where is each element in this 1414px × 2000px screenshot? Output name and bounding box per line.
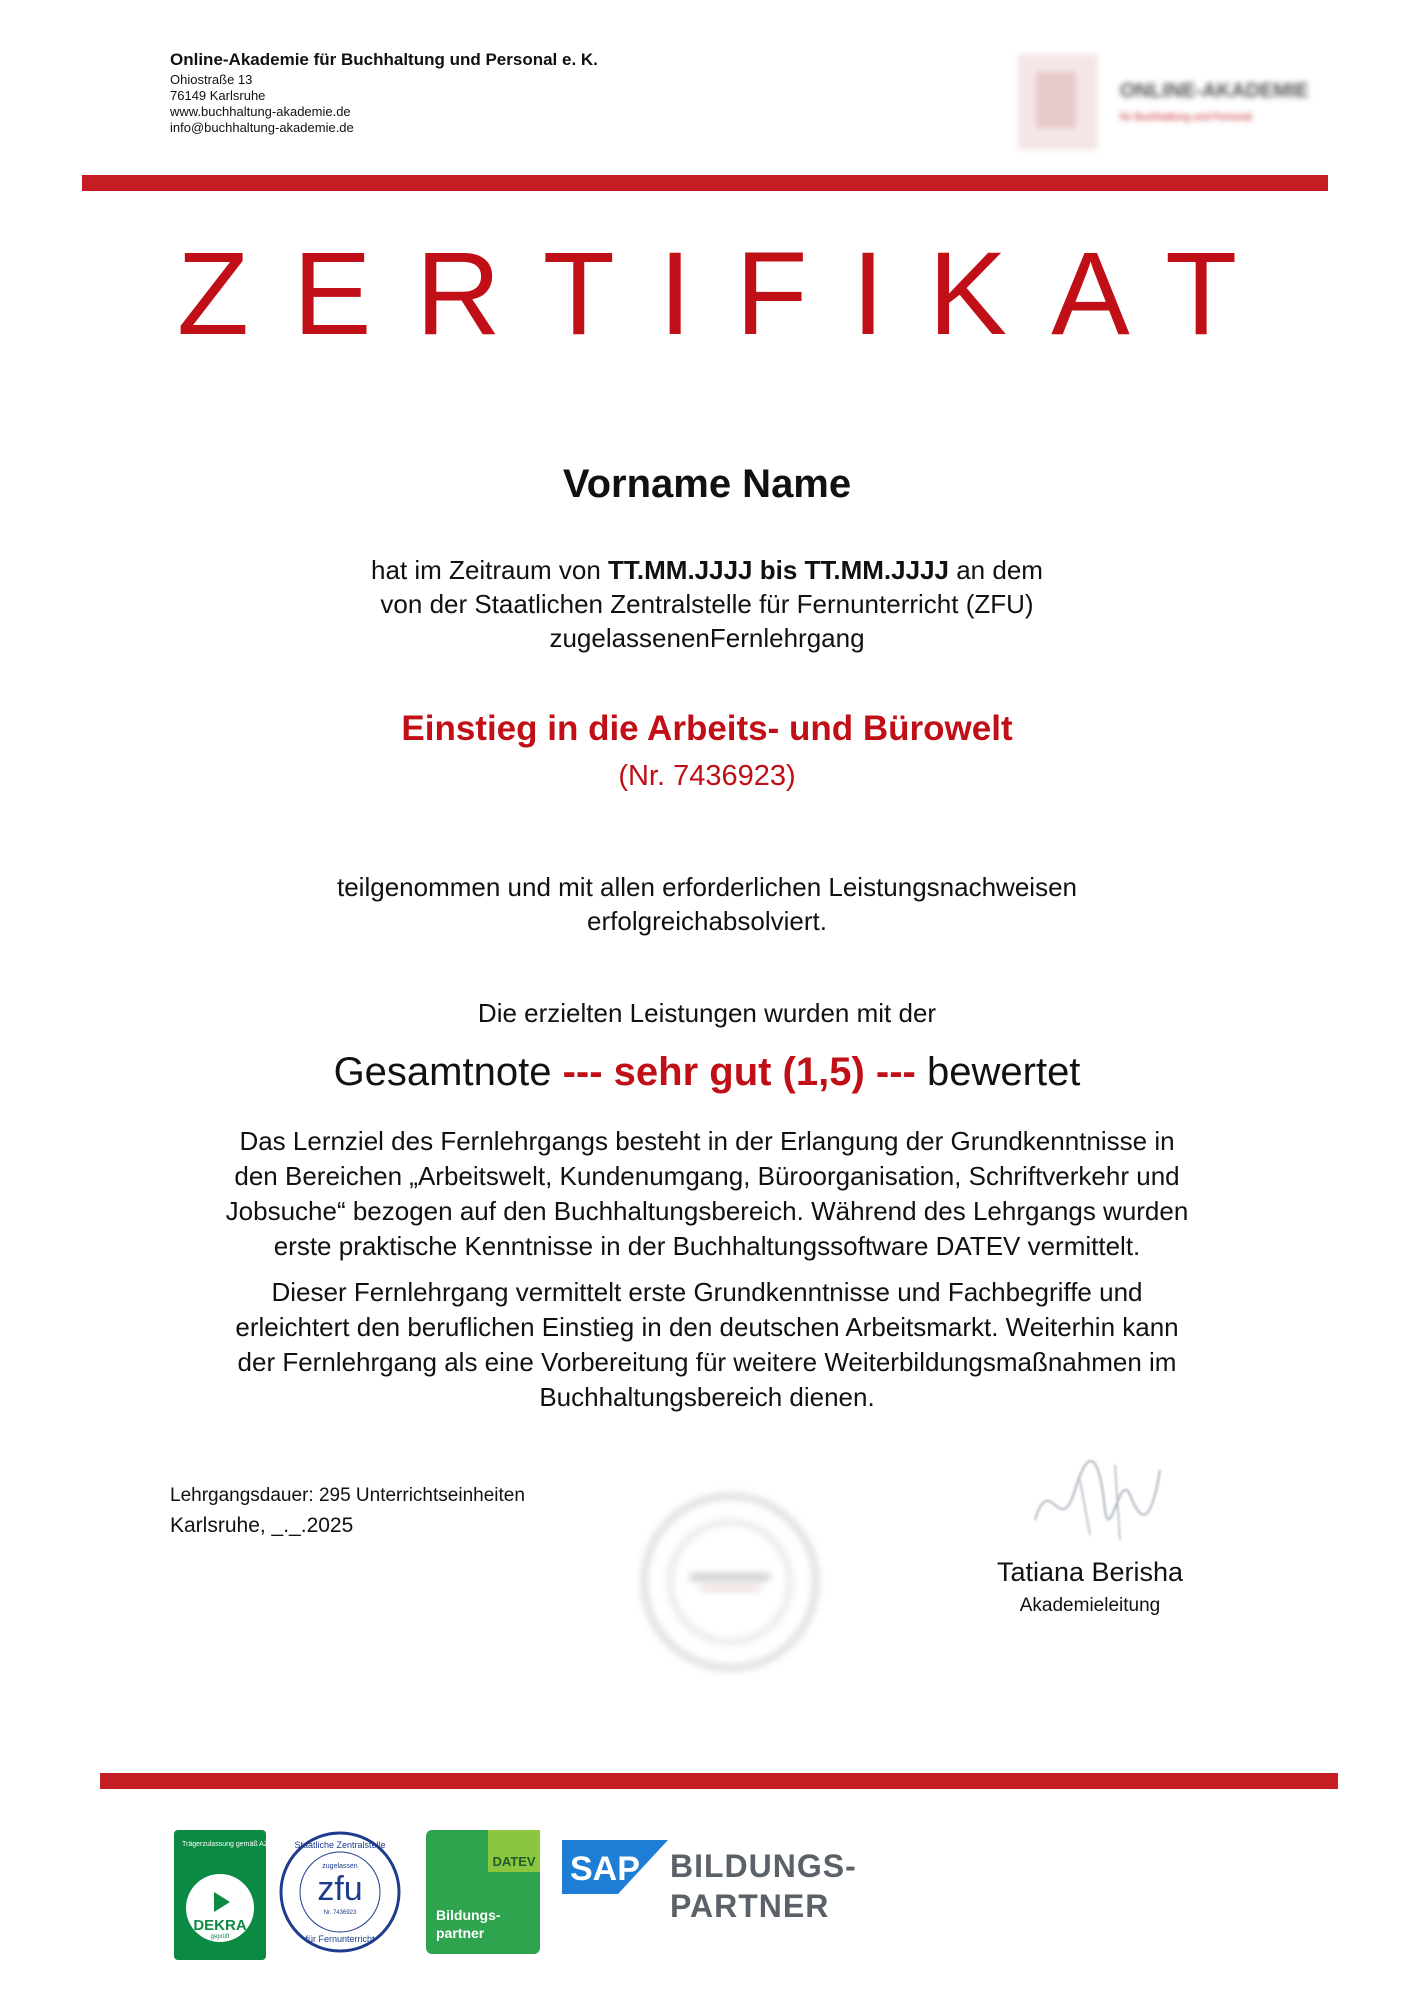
- sap-label: SAP: [570, 1850, 640, 1888]
- participation-line-2: von der Staatlichen Zentralstelle für Fernunterricht (ZFU): [380, 589, 1034, 619]
- dekra-bottom-text: geprüft: [210, 1934, 230, 1940]
- grade-intro: Die erzielten Leistungen wurden mit der: [477, 998, 937, 1028]
- learning-goal-line: Jobsuche“ bezogen auf den Buchhaltungsbereich. Während des Lehrgangs wurden: [225, 1196, 1189, 1226]
- certificate-title: ZERTIFIKAT: [176, 228, 1282, 360]
- academy-logo: [1016, 52, 1326, 152]
- signature: [1020, 1450, 1170, 1550]
- learning-goal-paragraph: [180, 1124, 1234, 1264]
- zfu-zugelassen: zugelassen: [322, 1863, 358, 1870]
- stamp-text-mark: [690, 1574, 770, 1580]
- course-benefit-line: Buchhaltungsbereich dienen.: [539, 1382, 875, 1412]
- top-divider-bar: [82, 175, 1328, 191]
- zfu-logo: [278, 1830, 402, 1954]
- sap-partner-text: [670, 1846, 857, 1926]
- place-date: Karlsruhe, _._.2025: [170, 1514, 354, 1537]
- dekra-top-text: Trägerzulassung gemäß AZAV: [182, 1841, 277, 1848]
- stamp-text-mark: [700, 1586, 760, 1590]
- grade-prefix: Gesamtnote: [333, 1050, 563, 1094]
- zfu-ring-bottom-text: für Fernunterricht: [305, 1934, 375, 1944]
- sap-logo: [562, 1840, 668, 1894]
- para1-prefix: hat im Zeitraum von: [371, 555, 609, 585]
- course-benefit-paragraph: [180, 1275, 1234, 1415]
- participation-line-3: zugelassenenFernlehrgang: [549, 623, 865, 653]
- sap-text-line-1: BILDUNGS-: [670, 1848, 857, 1884]
- datev-text-line-1: Bildungs-: [436, 1907, 501, 1923]
- zfu-label: zfu: [317, 1870, 363, 1908]
- academy-stamp: [640, 1492, 820, 1672]
- address-website: www.buchhaltung-akademie.de: [170, 104, 351, 119]
- completion-line-1: teilgenommen und mit allen erforderlichen Leistungsnachweisen: [337, 872, 1077, 902]
- learning-goal-line: erste praktische Kenntnisse in der Buchhaltungssoftware DATEV vermittelt.: [273, 1231, 1141, 1261]
- recipient-name: Vorname Name: [562, 462, 852, 506]
- stamp-inner-ring: [670, 1522, 790, 1642]
- course-benefit-line: erleichtert den beruflichen Einstieg in den deutschen Arbeitsmarkt. Weiterhin kann: [235, 1312, 1179, 1342]
- signatory-name: Tatiana Berisha: [996, 1557, 1184, 1587]
- course-duration: Lehrgangsdauer: 295 Unterrichtseinheiten: [170, 1485, 525, 1506]
- course-benefit-line: der Fernlehrgang als eine Vorbereitung für weitere Weiterbildungsmaßnahmen im: [237, 1347, 1177, 1377]
- course-period: TT.MM.JJJJ bis TT.MM.JJJJ: [608, 555, 949, 585]
- grade-value: --- sehr gut (1,5) ---: [562, 1050, 916, 1094]
- datev-logo: [426, 1830, 540, 1954]
- grade-suffix: bewertet: [915, 1050, 1081, 1094]
- logo-subtext: für Buchhaltung und Personal: [1120, 112, 1252, 123]
- sap-text-line-2: PARTNER: [670, 1888, 830, 1924]
- address-city: 76149 Karlsruhe: [170, 88, 266, 103]
- bottom-divider-bar: [100, 1773, 1338, 1789]
- course-number: (Nr. 7436923): [618, 760, 796, 792]
- datev-label: DATEV: [492, 1854, 536, 1869]
- course-title: Einstieg in die Arbeits- und Bürowelt: [401, 709, 1013, 748]
- learning-goal-line: den Bereichen „Arbeitswelt, Kundenumgang, Büroorganisation, Schriftverkehr und: [234, 1161, 1180, 1191]
- participation-line-1: [0, 553, 1414, 587]
- completion-paragraph: [0, 870, 1414, 938]
- course-benefit-line: Dieser Fernlehrgang vermittelt erste Grundkenntnisse und Fachbegriffe und: [271, 1277, 1143, 1307]
- para1-suffix: an dem: [949, 555, 1043, 585]
- dekra-label: DEKRA: [193, 1917, 247, 1934]
- grade-line: [0, 1050, 1414, 1095]
- signature-stroke: [1035, 1461, 1160, 1520]
- address-street: Ohiostraße 13: [170, 72, 253, 87]
- datev-text-line-2: partner: [436, 1925, 485, 1941]
- dekra-logo: [174, 1830, 277, 1960]
- learning-goal-line: Das Lernziel des Fernlehrgangs besteht in der Erlangung der Grundkenntnisse in: [239, 1126, 1175, 1156]
- signatory-role: Akademieleitung: [1019, 1595, 1161, 1616]
- address-email: info@buchhaltung-akademie.de: [170, 120, 354, 135]
- zfu-number: Nr. 7436923: [323, 1910, 357, 1916]
- logo-text: ONLINE-AKADEMIE: [1120, 80, 1309, 102]
- completion-line-2: erfolgreichabsolviert.: [587, 906, 827, 936]
- participation-paragraph: [0, 553, 1414, 655]
- org-name: Online-Akademie für Buchhaltung und Personal e. K.: [170, 50, 598, 69]
- zfu-ring-top-text: Staatliche Zentralstelle: [294, 1840, 386, 1850]
- logo-building: [1036, 72, 1076, 128]
